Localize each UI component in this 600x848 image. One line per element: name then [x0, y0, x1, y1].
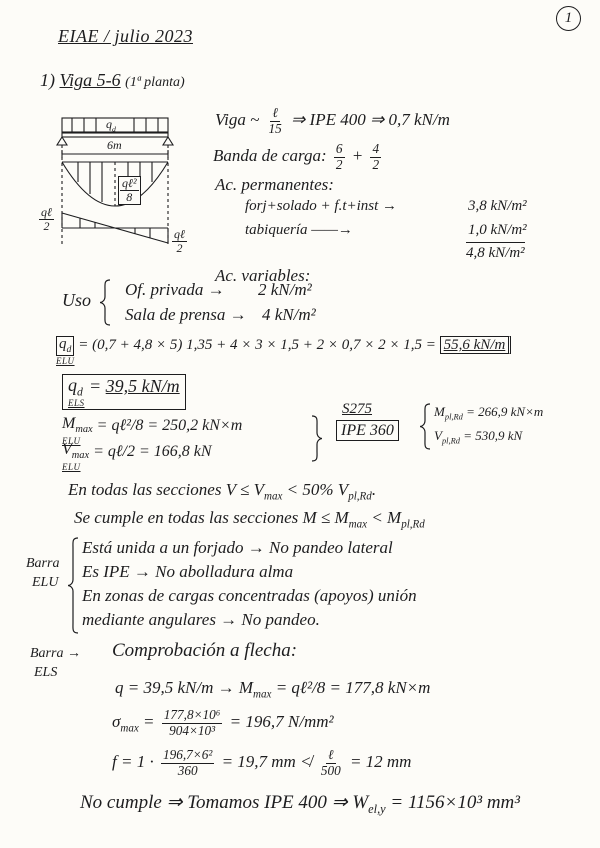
shear-statement [68, 480, 376, 504]
moment-denominator: 8 [126, 190, 133, 205]
deflection-result: = 19,7 mm ≮ [221, 751, 312, 771]
sls-load-eq: = [89, 376, 102, 396]
moment-statement-mid: < M [367, 508, 402, 527]
sls-load-symbol: q [68, 375, 77, 395]
sls-design-load [62, 374, 186, 410]
moment-statement [74, 508, 425, 532]
shear-statement-lead: En todas las secciones V ≤ V [68, 480, 264, 499]
moment-label [118, 176, 141, 205]
uls-bar-line: Está unida a un forjado → No pandeo lateral [82, 538, 393, 557]
conclusion-lead: No cumple ⇒ Tomamos IPE 400 ⇒ W [80, 792, 369, 813]
uls-bar-line: Es IPE → No abolladura alma [82, 562, 294, 581]
load-label [105, 117, 117, 134]
plastic-shear [434, 428, 522, 446]
uls-shear-subscript: max [71, 450, 90, 462]
moment-statement-sub1: max [348, 518, 368, 531]
deflection-limit-denominator: 500 [320, 762, 341, 778]
deflection-denominator: 360 [177, 762, 198, 778]
shear-right-denominator: 2 [176, 241, 183, 256]
uls-shear-expression: = qℓ/2 = 166,8 kN [93, 443, 212, 460]
load-band-a-num: 6 [335, 141, 343, 156]
stress-denominator: 904×10³ [169, 722, 216, 738]
section-title: Viga 5-6 [59, 70, 121, 90]
deflection-line [112, 748, 411, 778]
permanent-item-value: 3,8 kN/m² [468, 198, 527, 214]
resistance-brace-icon [420, 404, 430, 449]
uls-bar-label: Barra [26, 556, 60, 571]
sls-moment-tail: = qℓ²/8 = 177,8 kN×m [271, 678, 431, 697]
uls-design-load [56, 336, 511, 366]
beam-sizing-result: ⇒ IPE 400 ⇒ 0,7 kN/m [291, 109, 450, 129]
permanent-item-label: forj+solado + f.t+inst → [245, 198, 398, 214]
section-number: 1) [40, 70, 55, 90]
permanent-heading: Ac. permanentes: [215, 175, 334, 194]
sls-moment-subscript: max [253, 688, 272, 701]
load-symbol: q [106, 117, 112, 131]
shear-right-label [171, 228, 188, 255]
steel-grade: S275 [342, 401, 372, 417]
uls-moment-state: ELU [62, 435, 81, 446]
permanent-item-value: 1,0 kN/m² [468, 222, 527, 238]
uls-load-symbol: q [59, 336, 67, 352]
support-left [57, 137, 67, 145]
conclusion-tail: = 1156×10³ mm³ [385, 792, 520, 813]
sls-load-result: 39,5 kN/m [105, 376, 180, 396]
variable-item-value: 4 kN/m² [262, 305, 316, 324]
moment-statement-sub2: pl,Rd [401, 518, 425, 531]
sls-moment-line [115, 678, 430, 702]
plastic-moment-symbol: M [434, 404, 445, 419]
uls-load-result: 55,6 kN/m [440, 336, 512, 354]
shear-left-label [38, 206, 55, 233]
shear-statement-sub1: max [264, 490, 283, 503]
conclusion-subscript: el,y [368, 801, 386, 816]
uls-moment-symbol: M [62, 415, 76, 432]
load-band-operator: + [351, 145, 364, 165]
support-right [163, 137, 173, 145]
profile-label: IPE 360 [336, 420, 399, 441]
uls-moment-expression: = qℓ²/8 = 250,2 kN×m [96, 417, 243, 434]
conclusion [80, 792, 520, 817]
load-band-a-den: 2 [335, 156, 343, 172]
plastic-moment [434, 404, 543, 422]
section-note: (1ª planta) [125, 75, 185, 90]
span-label: 6m [107, 138, 122, 152]
deflection-heading: Comprobación a flecha: [112, 640, 298, 661]
uls-shear-symbol: V [62, 441, 72, 458]
uls-load-state: ELU [56, 355, 75, 366]
shear-statement-mid: < 50% V [282, 480, 349, 499]
load-band-lead: Banda de carga: [213, 145, 327, 165]
variable-item-value: 2 kN/m² [258, 280, 312, 299]
uls-bar-state: ELU [32, 575, 59, 590]
uls-bar-brace-icon [68, 538, 78, 633]
deflection-limit-numerator: ℓ [327, 747, 334, 762]
plastic-shear-symbol: V [434, 428, 442, 443]
variable-item-label: Sala de prensa → [125, 305, 247, 324]
shear-statement-sub2: pl,Rd [348, 490, 372, 503]
stress-eq: = [143, 711, 155, 731]
shear-left-denominator: 2 [43, 219, 50, 234]
variable-heading: Ac. variables: [215, 266, 311, 285]
uls-moment-subscript: max [75, 424, 93, 436]
stress-numerator: 177,8×10⁶ [163, 707, 221, 722]
load-band-b-num: 4 [372, 141, 380, 156]
plastic-shear-subscript: pl,Rd [441, 435, 460, 446]
sls-load-state: ELS [68, 398, 85, 409]
plastic-moment-subscript: pl,Rd [444, 411, 463, 422]
uls-load-expression: = (0,7 + 4,8 × 5) 1,35 + 4 × 3 × 1,5 + 2 × 0,7 × 2 × 1,5 = [78, 337, 436, 353]
beam-sizing-numerator: ℓ [272, 105, 278, 120]
stress-result: = 196,7 N/mm² [229, 711, 334, 731]
moment-diagram [62, 162, 168, 206]
section-heading [40, 70, 185, 92]
effects-brace-icon [312, 416, 322, 461]
uls-load-subscript: d [66, 344, 72, 355]
variable-group-label: Uso [62, 290, 92, 310]
page-title: EIAE / julio 2023 [58, 26, 193, 46]
load-subscript: d [112, 124, 116, 134]
permanent-total: 4,8 kN/m² [466, 242, 525, 262]
beam-sizing [215, 106, 450, 136]
use-brace-icon [100, 280, 110, 325]
shear-diagram [62, 213, 168, 243]
uls-bar-line: En zonas de cargas concentradas (apoyos) unión [82, 586, 417, 605]
load-band [213, 142, 384, 172]
permanent-item-label: tabiquería ——→ [245, 222, 353, 238]
plastic-shear-value: = 530,9 kN [463, 428, 523, 443]
sls-moment-lead: q = 39,5 kN/m → M [115, 678, 254, 697]
plastic-moment-value: = 266,9 kN×m [466, 404, 544, 419]
shear-right-numerator: qℓ [174, 227, 185, 241]
beam-sizing-denominator: 15 [268, 120, 282, 136]
uls-bar-line: mediante angulares → No pandeo. [82, 610, 320, 629]
page-number: 1 [556, 6, 581, 31]
stress-subscript: max [120, 722, 139, 735]
sls-load-subscript: d [77, 385, 83, 399]
beam-sizing-lead: Viga ~ [215, 109, 260, 129]
sls-bar-state: ELS [34, 665, 58, 680]
stress-line [112, 708, 334, 738]
load-band-b-den: 2 [372, 156, 380, 172]
uls-shear-state: ELU [62, 461, 81, 472]
deflection-lead: f = 1 · [112, 751, 154, 771]
shear-statement-tail: . [371, 480, 377, 499]
shear-left-numerator: qℓ [41, 205, 52, 219]
moment-numerator: qℓ² [122, 176, 137, 190]
moment-statement-lead: Se cumple en todas las secciones M ≤ M [74, 508, 349, 527]
uls-shear [62, 442, 212, 472]
stress-symbol: σ [112, 711, 121, 731]
sls-bar-label: Barra → [30, 646, 81, 661]
deflection-limit: = 12 mm [349, 751, 412, 771]
deflection-numerator: 196,7×6² [162, 747, 213, 762]
variable-item-label: Of. privada → [125, 280, 225, 299]
